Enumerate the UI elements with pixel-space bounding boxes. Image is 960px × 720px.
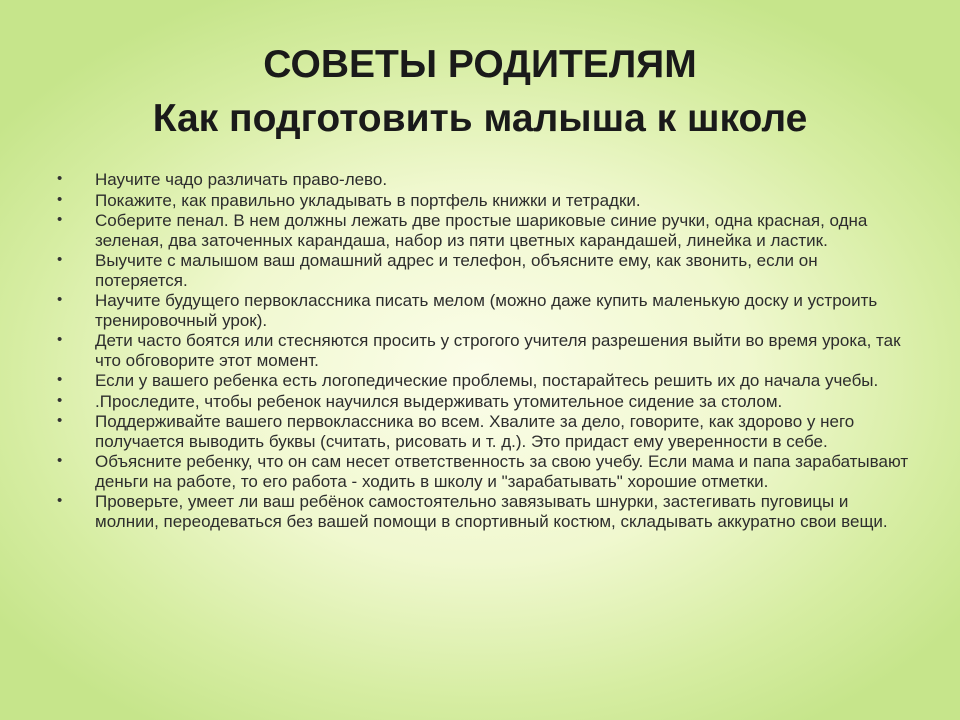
title-heading: СОВЕТЫ РОДИТЕЛЯМ [263,43,697,86]
bullet-icon: • [57,190,63,208]
bullet-icon: • [57,391,63,409]
list-item [52,371,912,391]
bullet-icon: • [57,371,63,388]
list-item [52,452,912,491]
bullet-icon: • [57,452,63,469]
bullet-icon: • [57,492,63,509]
list-item [52,251,912,290]
tip-text: Проверьте, умеет ли ваш ребёнок самостоятельно завязывать шнурки, застегивать пуговицы и молнии, переодеваться без вашей помощи в спортивный костюм, складывать аккуратно свои вещи. [95,492,888,531]
tip-text: Выучите с малышом ваш домашний адрес и телефон, объясните ему, как звонить, если он потеряется. [95,251,818,290]
tip-text: Научите будущего первоклассника писать мелом (можно даже купить маленькую доску и устроить тренировочный урок). [95,291,878,330]
bullet-icon: • [57,291,63,308]
tip-text: Научите чадо различать право-лево. [95,170,388,189]
tip-text: Поддерживайте вашего первоклассника во всем. Хвалите за дело, говорите, как здорово у него получается выводить буквы (считать, рисовать и т. д.). Это придаст ему уверенности в себе. [95,412,855,451]
list-item [52,191,912,211]
bullet-icon: • [57,251,63,268]
list-item [52,291,912,330]
tip-text: Объясните ребенку, что он сам несет ответственность за свою учебу. Если мама и папа зарабатывают деньги на работе, то его работа - ходить в школу и "зарабатывать" хорошие отметки. [95,452,909,491]
tip-text: Если у вашего ребенка есть логопедические проблемы, постарайтесь решить их до начала учебы. [95,371,879,390]
list-item [52,492,912,531]
tip-text: Дети часто боятся или стесняются просить у строгого учителя разрешения выйти во время урока, так что обговорите этот момент. [95,331,901,370]
tips-list [52,170,912,532]
list-item [52,392,912,412]
slide-title [0,38,960,146]
list-item [52,170,912,190]
list-item [52,412,912,451]
bullet-icon: • [57,331,63,348]
bullet-icon: • [57,412,63,429]
tip-text: Покажите, как правильно укладывать в портфель книжки и тетрадки. [95,190,641,210]
bullet-icon: • [57,170,63,187]
title-subheading: Как подготовить малыша к школе [152,97,808,140]
bullet-icon: • [57,211,63,228]
tip-text: Соберите пенал. В нем должны лежать две простые шариковые синие ручки, одна красная, одна зеленая, два заточенных карандаша, набор из пяти цветных карандашей, линейка и ластик. [95,211,868,250]
list-item [52,331,912,370]
list-item [52,211,912,250]
tip-text: .Проследите, чтобы ребенок научился выдерживать утомительное сидение за столом. [95,391,783,411]
